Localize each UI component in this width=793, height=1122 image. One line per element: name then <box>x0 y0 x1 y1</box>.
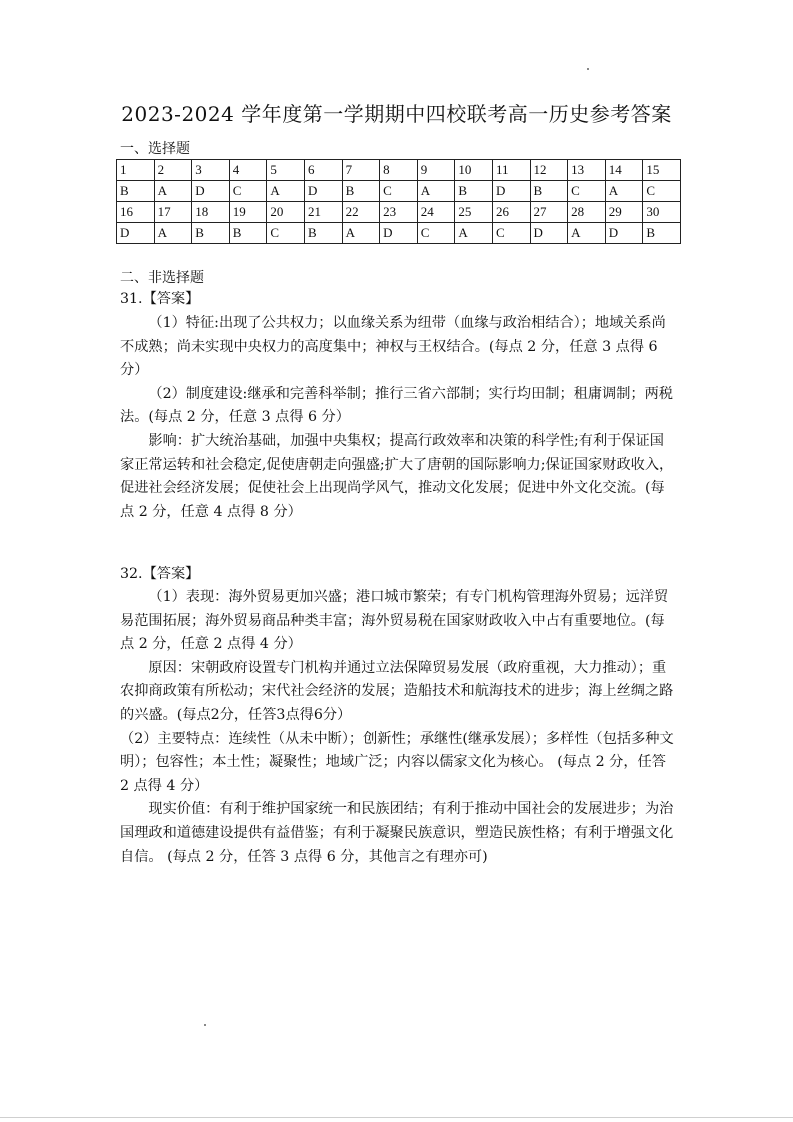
question-number-cell: 8 <box>380 160 418 181</box>
question-number-cell: 1 <box>117 160 155 181</box>
answer-letter-cell: C <box>380 181 418 202</box>
q31-part2: （2）制度建设:继承和完善科举制；推行三省六部制；实行均田制；租庸调制；两税法。(每点 2 分，任意 3 点得 6 分） <box>120 385 673 426</box>
answer-letter-cell: B <box>229 223 267 244</box>
answer-letter-cell: A <box>154 223 192 244</box>
answer-letter-cell: B <box>342 181 380 202</box>
question-number-cell: 18 <box>192 202 230 223</box>
question-number-cell: 9 <box>417 160 455 181</box>
question-number-cell: 20 <box>267 202 305 223</box>
section-heading-choice: 一、选择题 <box>120 141 190 157</box>
answer-letter-cell: C <box>267 223 305 244</box>
answer-letter-cell: B <box>304 223 342 244</box>
answer-letter-cell: B <box>117 181 155 202</box>
answer-letter-cell: A <box>342 223 380 244</box>
question-number-cell: 2 <box>154 160 192 181</box>
answer-letter-cell: D <box>492 181 530 202</box>
answer-letter-cell: A <box>417 181 455 202</box>
question-number-cell: 6 <box>304 160 342 181</box>
question-number-cell: 13 <box>568 160 606 181</box>
question-number-cell: 10 <box>455 160 493 181</box>
answer-letter-cell: A <box>568 223 606 244</box>
question-number-cell: 14 <box>605 160 643 181</box>
answer-letter-cell: D <box>192 181 230 202</box>
answer-letter-cell: A <box>605 181 643 202</box>
answer-letter-cell: B <box>192 223 230 244</box>
page-title: 2023-2024 学年度第一学期期中四校联考高一历史参考答案 <box>121 102 672 126</box>
q31-impact: 影响：扩大统治基础，加强中央集权；提高行政效率和决策的科学性;有利于保证国家正常运转和社会稳定,促使唐朝走向强盛;扩大了唐朝的国际影响力;保证国家财政收入，促进社会经济发展；促使社会上出现尚学风气，推动文化发展；促进中外文化交流。(每点 2 分，任意 4 点得 8 分） <box>120 432 674 520</box>
scan-dot <box>587 68 589 70</box>
answer-letter-cell: B <box>455 181 493 202</box>
question-number-cell: 11 <box>492 160 530 181</box>
answer-letter-cell: C <box>492 223 530 244</box>
question-number-cell: 28 <box>568 202 606 223</box>
answer-letter-cell: A <box>154 181 192 202</box>
question-number-cell: 16 <box>117 202 155 223</box>
question-number-cell: 22 <box>342 202 380 223</box>
answer-letter-cell: D <box>380 223 418 244</box>
answer-table-row <box>117 160 681 181</box>
question-number-cell: 30 <box>643 202 681 223</box>
question-number-cell: 17 <box>154 202 192 223</box>
answer-letter-cell: D <box>304 181 342 202</box>
question-number-cell: 23 <box>380 202 418 223</box>
question-number-cell: 26 <box>492 202 530 223</box>
question-number-cell: 7 <box>342 160 380 181</box>
answer-letter-cell: C <box>643 181 681 202</box>
answer-table-row <box>117 223 681 244</box>
answer-letter-cell: C <box>417 223 455 244</box>
question-31-heading: 31.【答案】 <box>120 291 200 307</box>
question-number-cell: 5 <box>267 160 305 181</box>
answer-table-row <box>117 181 681 202</box>
question-31-answer <box>120 312 676 524</box>
page-bottom-rule <box>0 1117 793 1118</box>
question-number-cell: 12 <box>530 160 568 181</box>
q31-part1: （1）特征:出现了公共权力；以血缘关系为纽带（血缘与政治相结合）；地域关系尚不成熟；尚未实现中央权力的高度集中；神权与王权结合。(每点 2 分，任意 3 点得 6 分） <box>120 315 666 379</box>
question-number-cell: 15 <box>643 160 681 181</box>
answer-letter-cell: C <box>568 181 606 202</box>
q32-reasons: 原因：宋朝政府设置专门机构并通过立法保障贸易发展（政府重视，大力推动）；重农抑商政策有所松动；宋代社会经济的发展；造船技术和航海技术的进步；海上丝绸之路的兴盛。(每点2分，任答3点得6分） <box>120 659 674 723</box>
question-32-heading: 32.【答案】 <box>120 566 200 582</box>
answer-letter-cell: C <box>229 181 267 202</box>
answer-letter-cell: A <box>455 223 493 244</box>
question-number-cell: 27 <box>530 202 568 223</box>
question-number-cell: 24 <box>417 202 455 223</box>
question-number-cell: 4 <box>229 160 267 181</box>
q32-part2: （2）主要特点：连续性（从未中断）；创新性；承继性(继承发展）；多样性（包括多种文明）；包容性；本土性；凝聚性；地域广泛；内容以儒家文化为核心。 (每点 2 分，任答 2 点得 4 分） <box>120 730 674 794</box>
answer-letter-cell: A <box>267 181 305 202</box>
answer-letter-cell: D <box>605 223 643 244</box>
answer-letter-cell: B <box>530 181 568 202</box>
question-32-answer <box>120 586 676 869</box>
answer-letter-cell: B <box>643 223 681 244</box>
answer-table <box>116 159 681 244</box>
question-number-cell: 21 <box>304 202 342 223</box>
scan-dot <box>204 1024 206 1026</box>
question-number-cell: 19 <box>229 202 267 223</box>
question-number-cell: 3 <box>192 160 230 181</box>
answer-letter-cell: D <box>530 223 568 244</box>
question-number-cell: 29 <box>605 202 643 223</box>
q32-value: 现实价值：有利于维护国家统一和民族团结；有利于推动中国社会的发展进步；为治国理政和道德建设提供有益借鉴；有利于凝聚民族意识，塑造民族性格；有利于增强文化自信。 (每点 2 分，任答 3 点得 6 分，其他言之有理亦可) <box>120 801 674 865</box>
q32-part1: （1）表现：海外贸易更加兴盛；港口城市繁荣；有专门机构管理海外贸易；远洋贸易范围拓展；海外贸易商品种类丰富；海外贸易税在国家财政收入中占有重要地位。(每点 2 分，任意 2 点得 4 分） <box>120 589 669 653</box>
question-number-cell: 25 <box>455 202 493 223</box>
answer-letter-cell: D <box>117 223 155 244</box>
answer-table-row <box>117 202 681 223</box>
section-heading-nonchoice: 二、非选择题 <box>120 270 204 286</box>
